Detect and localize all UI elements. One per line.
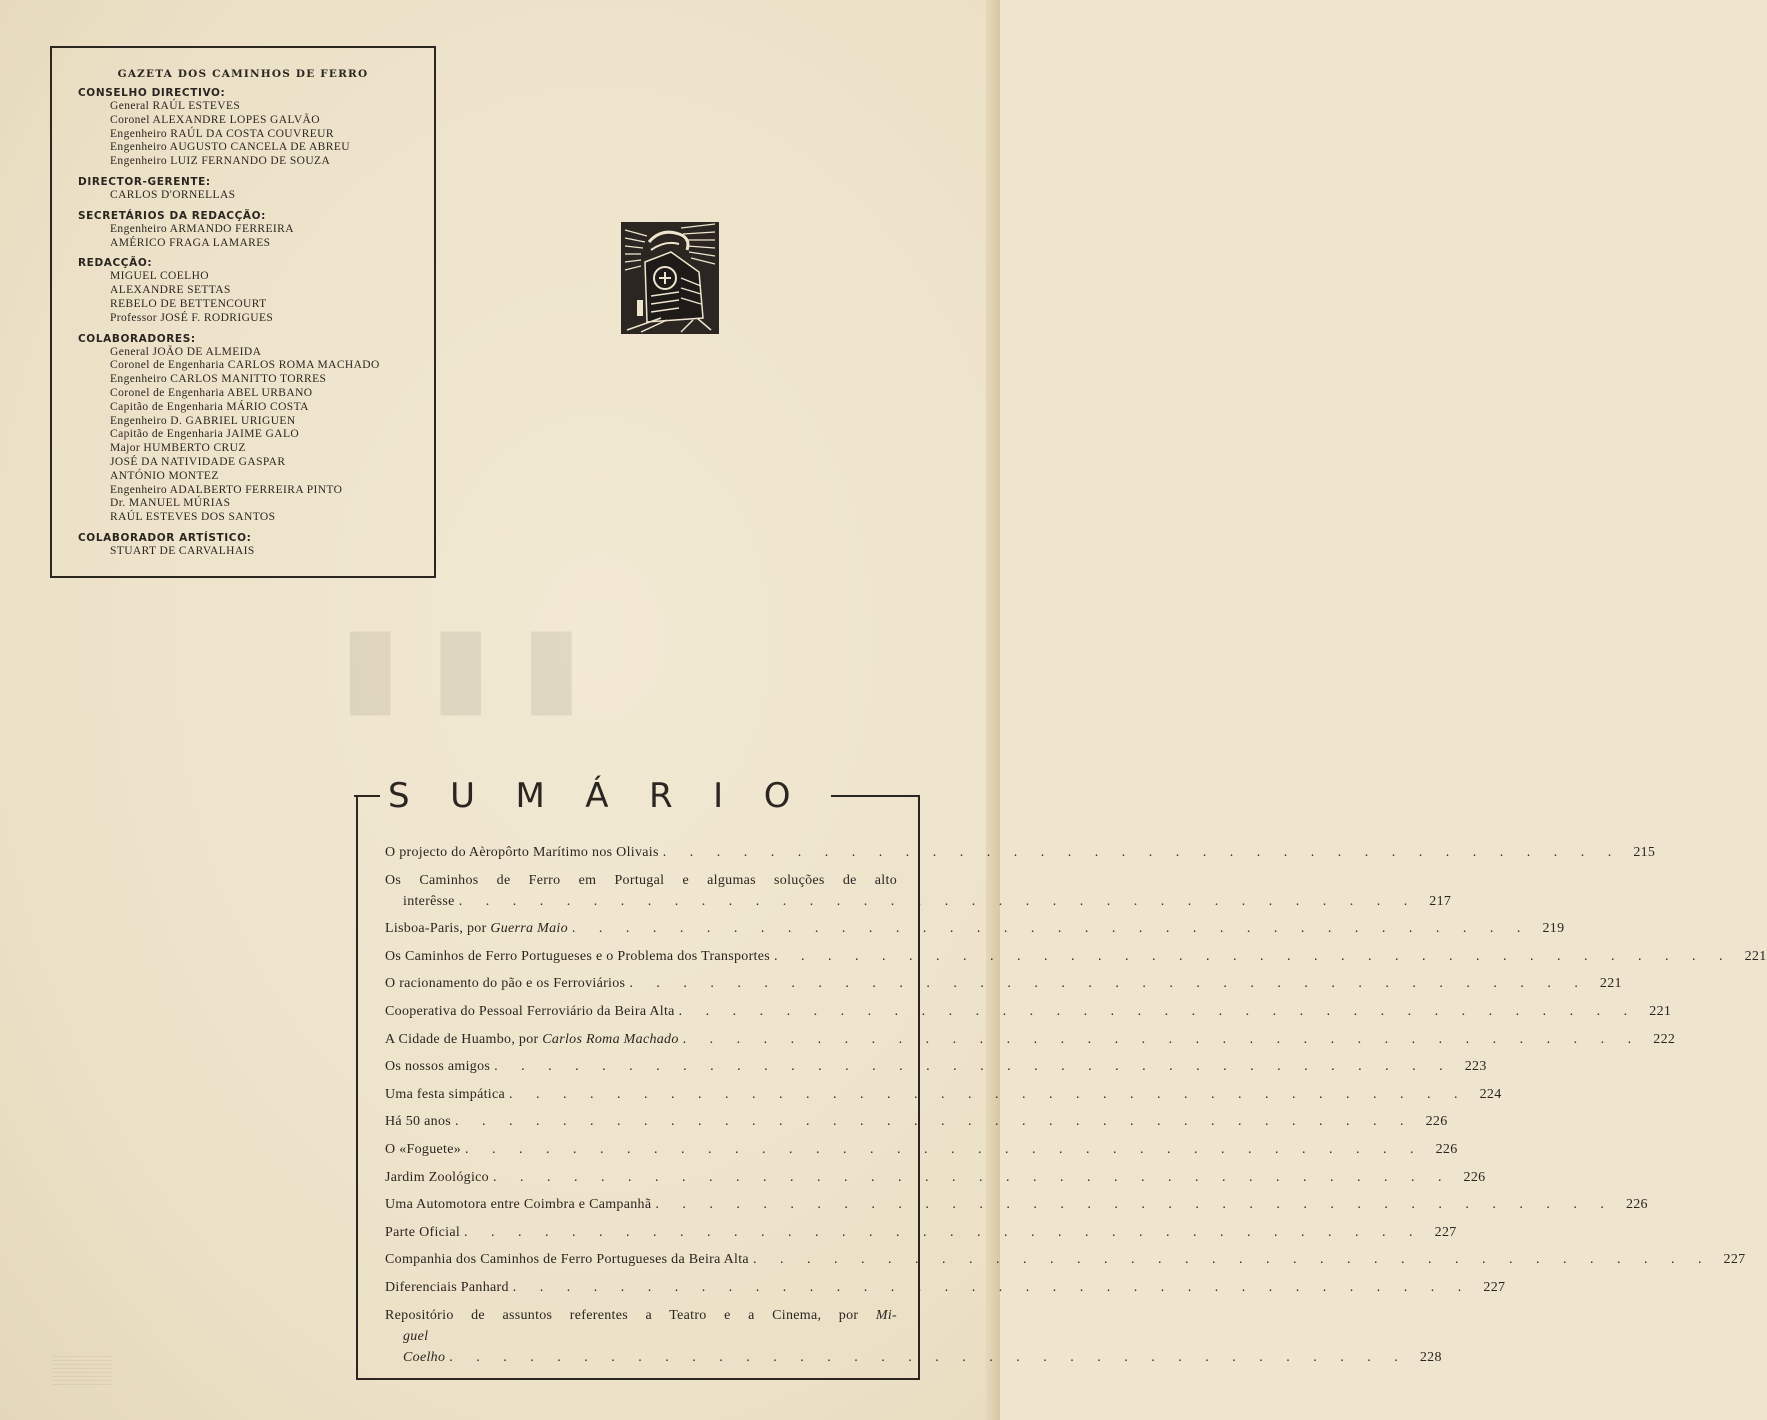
entry-title-line2	[385, 1326, 1442, 1368]
entry-title-text: Companhia dos Caminhos de Ferro Portugueses da Beira Alta	[385, 1252, 749, 1268]
masthead-section-heading: REDACÇÃO:	[78, 257, 153, 270]
paper-scuff	[52, 1355, 112, 1385]
masthead-section	[52, 86, 434, 169]
entry-title	[385, 842, 659, 863]
dot-leader: . . . . . . . . . . . . . . . . . . . . . . . . . . . . . . . . . . . .	[655, 1197, 1614, 1213]
entry-title	[385, 946, 770, 967]
masthead-name-line: Dr. MANUEL MÚRIAS	[110, 497, 231, 510]
entry-title-text: Há 50 anos	[385, 1114, 451, 1130]
masthead-section-heading: CONSELHO DIRECTIVO:	[78, 87, 226, 99]
dot-leader: . . . . . . . . . . . . . . . . . . . . . . . . . . . . . . . . . . . .	[492, 1169, 1452, 1185]
masthead-name-line: ANTÓNIO MONTEZ	[110, 469, 219, 482]
dot-leader: . . . . . . . . . . . . . . . . . . . . . . . . . . . . . . . . . . . .	[449, 1349, 1408, 1365]
entry-page-number: 215	[1633, 845, 1656, 860]
dot-leader: . . . . . . . . . . . . . . . . . . . . . . . . . . . . . . . . . . . .	[571, 921, 1531, 937]
masthead-name-line: STUART DE CARVALHAIS	[110, 544, 255, 557]
entry-title-text: O projecto do Aèropôrto Marítimo nos Olivais	[385, 845, 659, 860]
title-rule-left	[354, 795, 380, 798]
masthead-section-heading: COLABORADORES:	[78, 332, 196, 345]
masthead-name-line: Coronel ALEXANDRE LOPES GALVÃO	[110, 113, 320, 126]
entry-title	[385, 1194, 651, 1215]
masthead-name-line: Engenheiro CARLOS MANITTO TORRES	[110, 373, 327, 386]
masthead-name-line: Coronel de Engenharia ABEL URBANO	[110, 386, 313, 399]
masthead-section	[52, 256, 434, 325]
dot-leader: . . . . . . . . . . . . . . . . . . . . . . . . . . . . . . . . . . . .	[464, 1224, 1423, 1240]
entry-page-number: 226	[1625, 1197, 1648, 1213]
entry-page-number: 221	[1744, 948, 1767, 964]
entry-author: Guerra Maio	[490, 921, 568, 937]
masthead-name-line: MIGUEL COELHO	[110, 270, 209, 283]
summary-title: SUMÁRIO	[388, 776, 831, 816]
entry-title	[385, 1167, 489, 1188]
masthead-name-line: Engenheiro AUGUSTO CANCELA DE ABREU	[110, 141, 350, 154]
entry-title-text: Parte Oficial	[385, 1224, 461, 1240]
masthead-section	[52, 332, 434, 525]
masthead-name-line: General JOÃO DE ALMEIDA	[110, 345, 262, 358]
entry-page-number: 224	[1479, 1086, 1502, 1102]
entry-page-number: 227	[1723, 1252, 1746, 1268]
summary-entry	[385, 918, 1565, 939]
masthead-name-line: Professor JOSÉ F. RODRIGUES	[110, 311, 274, 324]
masthead-name-line: Major HUMBERTO CRUZ	[110, 442, 246, 455]
entry-title	[385, 918, 568, 939]
summary-list	[385, 842, 1767, 1374]
summary-entry	[385, 1139, 1458, 1160]
masthead-name-line: JOSÉ DA NATIVIDADE GASPAR	[110, 455, 286, 468]
entry-page-number: 219	[1542, 921, 1565, 937]
masthead-name-line: Engenheiro RAÚL DA COSTA COUVREUR	[110, 127, 334, 140]
entry-author: Mi-	[875, 1307, 897, 1323]
entry-title-text: Os Caminhos de Ferro em Portugal e algumas soluções de alto	[385, 872, 897, 888]
summary-box	[356, 776, 1767, 1380]
masthead-name-line: Engenheiro ARMANDO FERREIRA	[110, 222, 294, 235]
summary-entry	[385, 870, 1452, 912]
entry-page-number: 223	[1464, 1059, 1487, 1075]
masthead-name-line: CARLOS D'ORNELLAS	[110, 188, 236, 201]
entry-title-line2	[385, 891, 1452, 912]
entry-title-text: Lisboa-Paris, por	[385, 921, 491, 937]
dot-leader: . . . . . . . . . . . . . . . . . . . . . . . . . . . . . . . . . . . .	[455, 1114, 1414, 1130]
summary-entry	[385, 1194, 1648, 1215]
summary-entry	[385, 946, 1767, 967]
masthead-section	[52, 175, 434, 203]
dot-leader: . . . . . . . . . . . . . . . . . . . . . . . . . . . . . . . . . . . .	[512, 1279, 1472, 1295]
masthead-name-line: REBELO DE BETTENCOURT	[110, 297, 267, 310]
dot-leader: . . . . . . . . . . . . . . . . . . . . . . . . . . . . . . . . . . . .	[494, 1059, 1453, 1075]
entry-title-text: Uma festa simpática	[385, 1086, 505, 1102]
entry-page-number: 226	[1435, 1141, 1458, 1157]
summary-entry	[385, 1222, 1457, 1243]
title-rule-right	[831, 795, 920, 798]
masthead-name-line: AMÉRICO FRAGA LAMARES	[110, 236, 271, 249]
locomotive-woodcut-icon	[621, 222, 719, 334]
entry-title-text: Jardim Zoológico	[385, 1169, 489, 1185]
entry-page-number: 226	[1463, 1169, 1486, 1185]
entry-title	[385, 1249, 749, 1270]
masthead-section-heading: DIRECTOR-GERENTE:	[78, 175, 211, 188]
summary-entry	[385, 1277, 1506, 1298]
entry-page-number: 227	[1434, 1224, 1457, 1240]
dot-leader: . . . . . . . . . . . . . . . . . . . . . . . . . . . . . . . . . . . .	[678, 1003, 1638, 1019]
entry-page-number: 221	[1599, 976, 1622, 992]
entry-title	[385, 1277, 509, 1298]
masthead-name-line: RAÚL ESTEVES DOS SANTOS	[110, 511, 276, 524]
masthead-section-heading: SECRETÁRIOS DA REDACÇÃO:	[78, 209, 266, 222]
summary-entry	[385, 1167, 1486, 1188]
summary-entry	[385, 1056, 1487, 1077]
masthead-name-line: Capitão de Engenharia JAIME GALO	[110, 428, 300, 441]
masthead-section-heading: COLABORADOR ARTÍSTICO:	[78, 531, 252, 544]
masthead-name-line: Coronel de Engenharia CARLOS ROMA MACHADO	[110, 359, 380, 372]
entry-title-text: Uma Automotora entre Coimbra e Campanhã	[385, 1197, 652, 1213]
summary-entry	[385, 973, 1622, 994]
entry-title-line1	[385, 870, 897, 891]
masthead-sections	[52, 86, 434, 559]
entry-title	[385, 1222, 460, 1243]
dot-leader: . . . . . . . . . . . . . . . . . . . . . . . . . . . . . . . . . . . .	[629, 976, 1588, 992]
entry-title-text: Cooperativa do Pessoal Ferroviário da Beira Alta	[385, 1003, 675, 1019]
masthead-name-line: General RAÚL ESTEVES	[110, 100, 241, 112]
entry-page-number: 221	[1649, 1003, 1672, 1019]
entry-title-text: O racionamento do pão e os Ferroviários	[385, 976, 626, 992]
entry-author: Carlos Roma Machado	[542, 1031, 679, 1047]
dot-leader: . . . . . . . . . . . . . . . . . . . . . . . . . . . . . . . . . . . .	[662, 845, 1622, 860]
dot-leader: . . . . . . . . . . . . . . . . . . . . . . . . . . . . . . . . . . . .	[682, 1031, 1642, 1047]
summary-entry	[385, 1305, 1442, 1368]
dot-leader: . . . . . . . . . . . . . . . . . . . . . . . . . . . . . . . . . . . .	[509, 1086, 1468, 1102]
entry-title-text: Os Caminhos de Ferro Portugueses e o Problema dos Transportes	[385, 948, 770, 964]
summary-entry	[385, 1029, 1676, 1050]
entry-title-text: A Cidade de Huambo, por	[385, 1031, 543, 1047]
dot-leader: . . . . . . . . . . . . . . . . . . . . . . . . . . . . . . . . . . . .	[458, 893, 1418, 909]
summary-entry	[385, 1111, 1448, 1132]
entry-page-number: 228	[1419, 1349, 1442, 1365]
summary-entry	[385, 1249, 1746, 1270]
masthead-title: GAZETA DOS CAMINHOS DE FERRO	[117, 68, 369, 80]
dot-leader: . . . . . . . . . . . . . . . . . . . . . . . . . . . . . . . . . . . .	[465, 1141, 1424, 1157]
masthead-name-line: Engenheiro D. GABRIEL URIGUEN	[110, 414, 296, 427]
summary-entry	[385, 842, 1656, 863]
entry-title	[385, 1111, 451, 1132]
entry-page-number: 226	[1425, 1114, 1448, 1130]
masthead-name-line: Engenheiro ADALBERTO FERREIRA PINTO	[110, 483, 343, 496]
entry-page-number: 227	[1483, 1279, 1506, 1295]
entry-title	[385, 1084, 505, 1105]
masthead-name-line: Capitão de Engenharia MÁRIO COSTA	[110, 400, 309, 413]
masthead-name-line: Engenheiro LUIZ FERNANDO DE SOUZA	[110, 155, 331, 168]
entry-author-continuation: guel Coelho	[403, 1328, 446, 1365]
entry-title	[385, 1139, 461, 1160]
entry-page-number: 222	[1653, 1031, 1676, 1047]
entry-title	[385, 1029, 679, 1050]
summary-title-row	[354, 776, 920, 816]
entry-title-text: Repositório de assuntos referentes a Teatro e a Cinema, por	[385, 1307, 876, 1323]
entry-title	[385, 1001, 675, 1022]
entry-page-number: 217	[1429, 893, 1452, 909]
dot-leader: . . . . . . . . . . . . . . . . . . . . . . . . . . . . . . . . . . . .	[774, 948, 1733, 964]
masthead-name-line: ALEXANDRE SETTAS	[110, 284, 231, 297]
entry-title-line1	[385, 1305, 897, 1326]
summary-entry	[385, 1084, 1502, 1105]
show-through-shadow: ▮▮▮	[340, 600, 612, 728]
dot-leader: . . . . . . . . . . . . . . . . . . . . . . . . . . . . . . . . . . . .	[752, 1252, 1712, 1268]
entry-title	[385, 973, 625, 994]
entry-title-text: Os nossos amigos	[385, 1059, 491, 1075]
masthead-box	[50, 46, 436, 578]
entry-title	[385, 1056, 490, 1077]
masthead-section	[52, 531, 434, 559]
masthead-section	[52, 209, 434, 251]
summary-entry	[385, 1001, 1672, 1022]
entry-title-continuation: interêsse	[403, 893, 455, 909]
entry-title-text: Diferenciais Panhard	[385, 1279, 509, 1295]
entry-title-text: O «Foguete»	[385, 1141, 462, 1157]
